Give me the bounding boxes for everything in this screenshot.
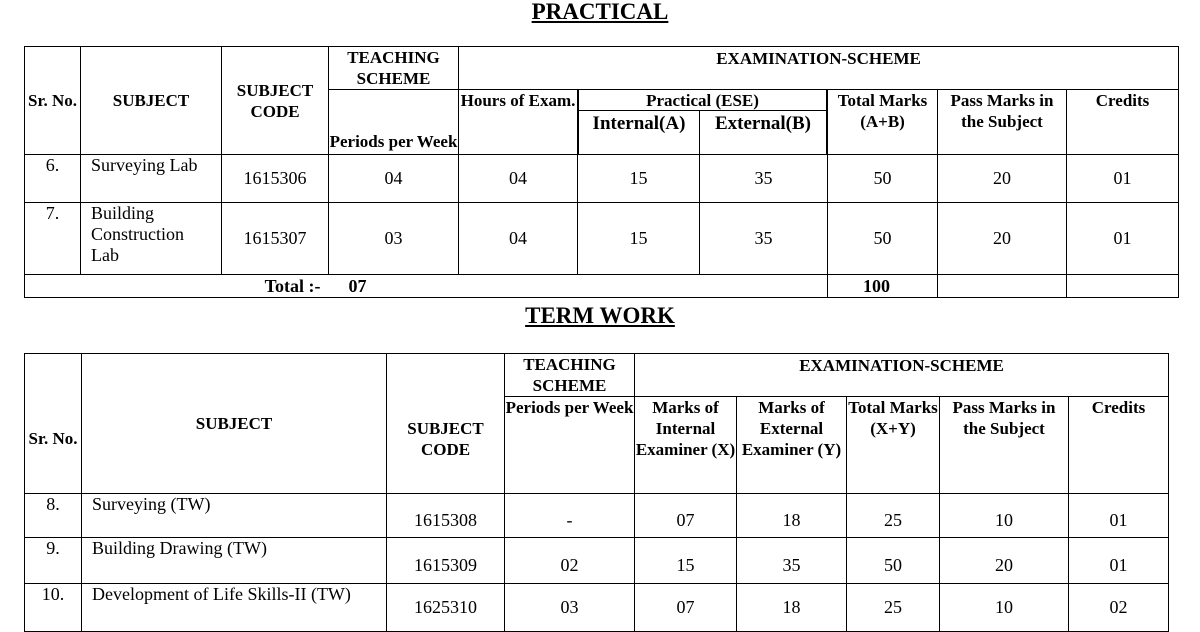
header-sr-no: Sr. No. <box>25 47 81 155</box>
header-subject-code: SUBJECT CODE <box>387 354 505 494</box>
cell-periods: 02 <box>505 538 635 584</box>
cell-code: 1615308 <box>387 494 505 538</box>
cell-internal: 07 <box>635 494 737 538</box>
header-pass-marks: Pass Marks in the Subject <box>938 90 1067 155</box>
cell-external: 35 <box>700 203 828 275</box>
total-label: Total :- <box>25 275 329 298</box>
cell-total: 25 <box>847 494 940 538</box>
cell-credits: 01 <box>1067 203 1179 275</box>
cell-internal: 15 <box>578 155 700 203</box>
term-work-title: TERM WORK <box>525 303 675 328</box>
total-periods: 07 <box>329 275 459 298</box>
table-row <box>25 584 1169 632</box>
total-marks: 100 <box>828 275 938 298</box>
cell-internal: 07 <box>635 584 737 632</box>
cell-subject: Development of Life Skills-II (TW) <box>82 584 387 632</box>
cell-total: 25 <box>847 584 940 632</box>
header-sr-no: Sr. No. <box>25 354 82 494</box>
header-total-marks: Total Marks (A+B) <box>828 90 938 155</box>
header-total-marks: Total Marks (X+Y) <box>847 397 940 494</box>
cell-pass: 20 <box>940 538 1069 584</box>
cell-periods: 03 <box>329 203 459 275</box>
cell-pass: 10 <box>940 494 1069 538</box>
header-internal-a: Internal(A) <box>579 111 700 154</box>
practical-title: PRACTICAL <box>531 0 669 24</box>
cell-credits: 01 <box>1069 538 1169 584</box>
cell-subject: Surveying (TW) <box>82 494 387 538</box>
cell-external: 35 <box>700 155 828 203</box>
cell-pass: 10 <box>940 584 1069 632</box>
cell-sr: 8. <box>25 494 82 538</box>
cell-credits: 01 <box>1067 155 1179 203</box>
total-row <box>25 275 1179 298</box>
header-external-b: External(B) <box>714 113 812 134</box>
header-periods-per-week: Periods per Week <box>329 90 459 155</box>
cell-sr: 7. <box>25 203 81 275</box>
cell-total: 50 <box>847 538 940 584</box>
cell-code: 1615306 <box>222 155 329 203</box>
header-credits: Credits <box>1069 397 1169 494</box>
cell-hours: 04 <box>459 203 578 275</box>
table-row <box>25 203 1179 275</box>
cell-periods: 04 <box>329 155 459 203</box>
cell-subject: Surveying Lab <box>81 155 222 203</box>
cell-sr: 10. <box>25 584 82 632</box>
cell-periods: - <box>505 494 635 538</box>
table-row <box>25 494 1169 538</box>
header-subject: SUBJECT <box>81 47 222 155</box>
cell-external: 35 <box>737 538 847 584</box>
term-work-table <box>24 353 1169 632</box>
cell-pass: 20 <box>938 203 1067 275</box>
cell-code: 1615307 <box>222 203 329 275</box>
cell-code: 1615309 <box>387 538 505 584</box>
cell-internal: 15 <box>635 538 737 584</box>
table-row <box>25 538 1169 584</box>
cell-credits: 02 <box>1069 584 1169 632</box>
cell-subject: Building Construction Lab <box>81 203 222 275</box>
cell-external: 18 <box>737 584 847 632</box>
cell-sr: 6. <box>25 155 81 203</box>
cell-code: 1625310 <box>387 584 505 632</box>
cell-subject: Building Drawing (TW) <box>82 538 387 584</box>
cell-pass: 20 <box>938 155 1067 203</box>
header-examination-scheme: EXAMINATION-SCHEME <box>635 354 1169 397</box>
cell-hours: 04 <box>459 155 578 203</box>
cell-total: 50 <box>828 203 938 275</box>
header-practical-ese: Practical (ESE) <box>579 90 826 111</box>
header-subject: SUBJECT <box>82 354 387 494</box>
cell-periods: 03 <box>505 584 635 632</box>
cell-credits: 01 <box>1069 494 1169 538</box>
table-row <box>25 155 1179 203</box>
header-periods-per-week: Periods per Week <box>505 397 635 494</box>
cell-internal: 15 <box>578 203 700 275</box>
header-examination-scheme: EXAMINATION-SCHEME <box>459 47 1179 90</box>
header-teaching-scheme: TEACHING SCHEME <box>329 47 459 90</box>
cell-sr: 9. <box>25 538 82 584</box>
header-marks-external: Marks of External Examiner (Y) <box>737 397 847 494</box>
header-pass-marks: Pass Marks in the Subject <box>940 397 1069 494</box>
cell-external: 18 <box>737 494 847 538</box>
cell-total: 50 <box>828 155 938 203</box>
header-teaching-scheme: TEACHING SCHEME <box>505 354 635 397</box>
header-hours-of-exam: Hours of Exam. <box>459 90 578 155</box>
header-credits: Credits <box>1067 90 1179 155</box>
header-subject-code: SUBJECT CODE <box>222 47 329 155</box>
practical-table <box>24 46 1179 298</box>
header-marks-internal: Marks of Internal Examiner (X) <box>635 397 737 494</box>
